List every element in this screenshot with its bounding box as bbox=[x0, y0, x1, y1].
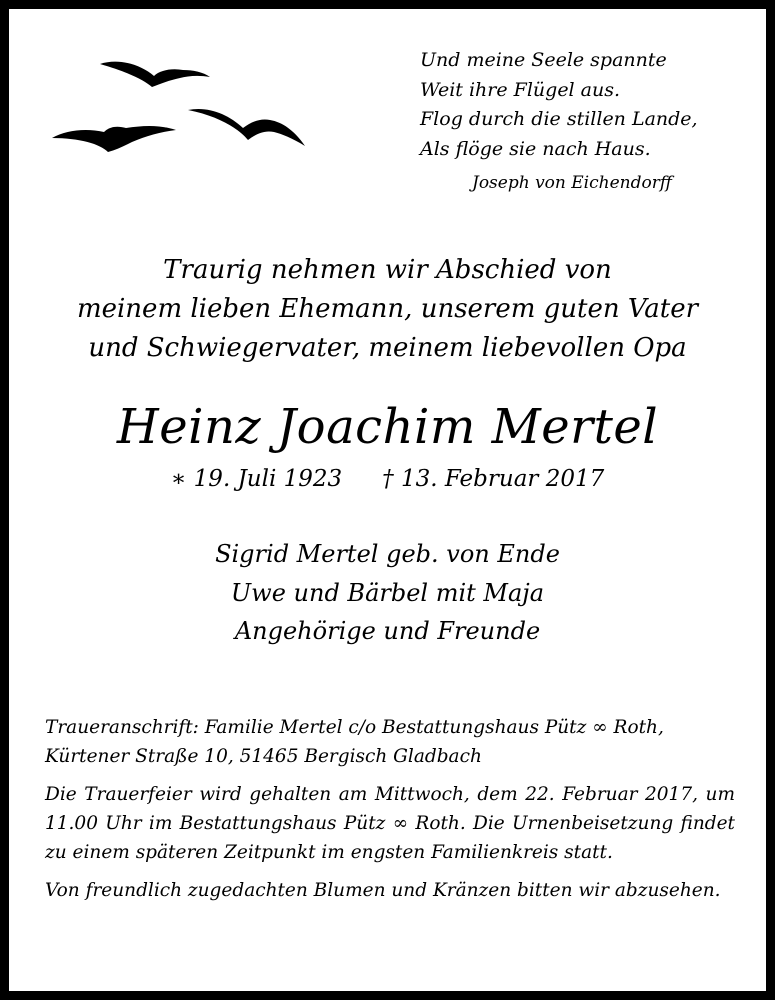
bird-icon bbox=[52, 126, 176, 152]
mourner-line: Angehörige und Freunde bbox=[234, 617, 541, 645]
death-date: † 13. Februar 2017 bbox=[382, 466, 605, 492]
bird-icon bbox=[188, 109, 305, 146]
poem-line: Als flöge sie nach Haus. bbox=[420, 137, 651, 160]
address-line-2: Kürtener Straße 10, 51465 Bergisch Gladbach bbox=[45, 746, 482, 767]
poem-line: Weit ihre Flügel aus. bbox=[420, 78, 621, 101]
funeral-info bbox=[45, 713, 735, 905]
address-line-1: Traueranschrift: Familie Mertel c/o Bestattungshaus Pütz ∞ Roth, bbox=[45, 717, 664, 738]
poem bbox=[420, 46, 760, 164]
mourners-list bbox=[20, 535, 755, 651]
intro-line: und Schwiegervater, meinem liebevollen Opa bbox=[88, 333, 687, 363]
mourner-line: Sigrid Mertel geb. von Ende bbox=[215, 540, 560, 568]
poem-line: Flog durch die stillen Lande, bbox=[420, 108, 698, 130]
poem-line: Und meine Seele spannte bbox=[420, 49, 667, 71]
flowers-note: Von freundlich zugedachten Blumen und Kränzen bitten wir abzusehen. bbox=[45, 880, 721, 901]
bird-icon bbox=[100, 62, 210, 87]
poem-author: Joseph von Eichendorff bbox=[472, 173, 672, 193]
intro-line: meinem lieben Ehemann, unserem guten Vater bbox=[76, 294, 699, 324]
deceased-name: Heinz Joachim Mertel bbox=[116, 399, 659, 455]
farewell-intro bbox=[20, 251, 755, 368]
intro-line: Traurig nehmen wir Abschied von bbox=[163, 255, 612, 285]
birth-date: ∗ 19. Juli 1923 bbox=[170, 466, 343, 492]
flying-birds-icon bbox=[48, 50, 313, 160]
mourner-line: Uwe und Bärbel mit Maja bbox=[230, 578, 545, 607]
ceremony-info: Die Trauerfeier wird gehalten am Mittwoch, dem 22. Februar 2017, um 11.00 Uhr im Bestattungshaus Pütz ∞ Roth. Die Urnenbeisetzung findet zu einem späteren Zeitpunkt im engsten Familienkreis statt. bbox=[45, 784, 735, 863]
mourning-address bbox=[45, 713, 735, 771]
life-dates bbox=[20, 462, 755, 496]
